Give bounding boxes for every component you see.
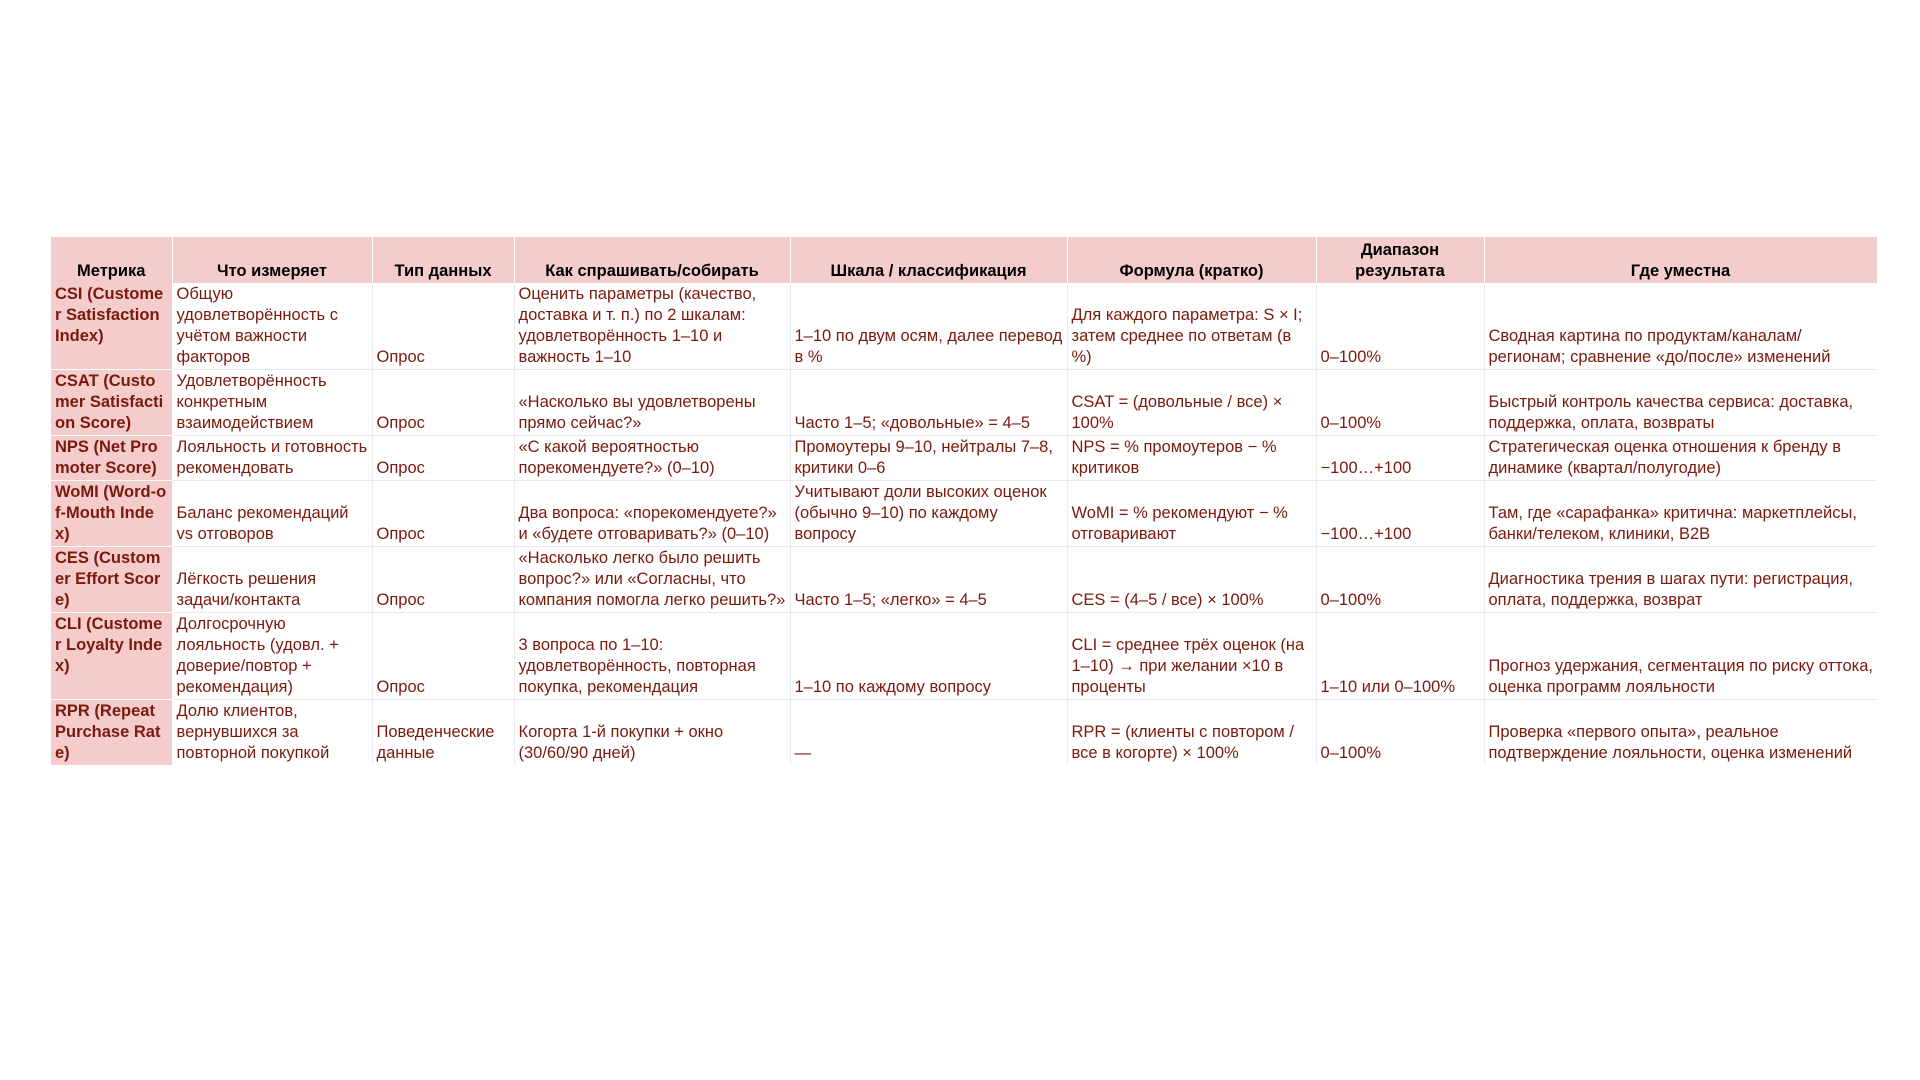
cell-result-range: 0–100%: [1316, 283, 1484, 370]
cell-formula: NPS = % промоутеров − % критиков: [1067, 436, 1316, 481]
cell-metric: CSI (Customer Satisfaction Index): [51, 283, 172, 370]
cell-data-type: Опрос: [372, 481, 514, 547]
cell-formula: CLI = среднее трёх оценок (на 1–10) → при желании ×10 в проценты: [1067, 613, 1316, 700]
cell-data-type: Опрос: [372, 547, 514, 613]
cell-scale: 1–10 по каждому вопросу: [790, 613, 1067, 700]
table-row: [51, 700, 1877, 766]
metrics-table-container: [51, 237, 1877, 765]
cell-metric: CSAT (Customer Satisfaction Score): [51, 370, 172, 436]
cell-result-range: 0–100%: [1316, 547, 1484, 613]
cell-result-range: −100…+100: [1316, 436, 1484, 481]
cell-formula: CES = (4–5 / все) × 100%: [1067, 547, 1316, 613]
table-row: [51, 547, 1877, 613]
header-what-measures: Что измеряет: [172, 237, 372, 283]
cell-how-to-collect: «С какой вероятностью порекомендуете?» (0–10): [514, 436, 790, 481]
table-row: [51, 370, 1877, 436]
cell-where-applicable: Там, где «сарафанка» критична: маркетплейсы, банки/телеком, клиники, B2B: [1484, 481, 1877, 547]
cell-data-type: Опрос: [372, 436, 514, 481]
cell-where-applicable: Быстрый контроль качества сервиса: доставка, поддержка, оплата, возвраты: [1484, 370, 1877, 436]
cell-data-type: Опрос: [372, 370, 514, 436]
cell-what-measures: Общую удовлетворённость с учётом важности факторов: [172, 283, 372, 370]
header-data-type: Тип данных: [372, 237, 514, 283]
cell-where-applicable: Проверка «первого опыта», реальное подтверждение лояльности, оценка изменений: [1488, 723, 1853, 762]
cell-how-to-collect: «Насколько вы удовлетворены прямо сейчас?»: [514, 370, 790, 436]
cell-metric: WoMI (Word-of-Mouth Index): [51, 481, 172, 547]
table-row: [51, 481, 1877, 547]
cell-data-type: Опрос: [372, 283, 514, 370]
cell-metric: RPR (Repeat Purchase Rate): [51, 700, 172, 766]
cell-scale: Часто 1–5; «легко» = 4–5: [790, 547, 1067, 613]
cell-scale: 1–10 по двум осям, далее перевод в %: [790, 283, 1067, 370]
cell-how-to-collect: Оценить параметры (качество, доставка и т. п.) по 2 шкалам: удовлетворённость 1–10 и важность 1–10: [514, 283, 790, 370]
header-how-to-collect: Как спрашивать/собирать: [514, 237, 790, 283]
header-metric: Метрика: [51, 237, 172, 283]
cell-scale: —: [790, 700, 1067, 766]
header-where-applicable: Где уместна: [1484, 237, 1877, 283]
cell-formula: Для каждого параметра: S × I; затем среднее по ответам (в %): [1067, 283, 1316, 370]
cell-formula: WoMI = % рекомендуют − % отговаривают: [1067, 481, 1316, 547]
cell-what-measures: Баланс рекомендаций vs отговоров: [172, 481, 372, 547]
cell-what-measures: Лояльность и готовность рекомендовать: [172, 436, 372, 481]
cell-how-to-collect: Когорта 1-й покупки + окно (30/60/90 дней): [514, 700, 790, 766]
cell-scale: Часто 1–5; «довольные» = 4–5: [790, 370, 1067, 436]
table-row: [51, 436, 1877, 481]
cell-scale: Учитывают доли высоких оценок (обычно 9–10) по каждому вопросу: [790, 481, 1067, 547]
cell-where-applicable: Диагностика трения в шагах пути: регистрация, оплата, поддержка, возврат: [1484, 547, 1877, 613]
cell-what-measures: Долгосрочную лояльность (удовл. + доверие/повтор + рекомендация): [172, 613, 372, 700]
cell-how-to-collect: 3 вопроса по 1–10: удовлетворённость, повторная покупка, рекомендация: [514, 613, 790, 700]
cell-how-to-collect: Два вопроса: «порекомендуете?» и «будете отговаривать?» (0–10): [514, 481, 790, 547]
cell-data-type: Опрос: [372, 613, 514, 700]
table-header-row: [51, 237, 1877, 283]
cell-what-measures: Удовлетворённость конкретным взаимодействием: [172, 370, 372, 436]
cell-result-range: 1–10 или 0–100%: [1316, 613, 1484, 700]
cell-where-applicable: Сводная картина по продуктам/каналам/регионам; сравнение «до/после» изменений: [1484, 283, 1877, 370]
cell-how-to-collect: «Насколько легко было решить вопрос?» или «Согласны, что компания помогла легко решить?»: [514, 547, 790, 613]
table-row: [51, 613, 1877, 700]
table-row: [51, 283, 1877, 370]
metrics-table: [51, 237, 1878, 765]
cell-where-applicable: Стратегическая оценка отношения к бренду в динамике (квартал/полугодие): [1484, 436, 1877, 481]
header-formula: Формула (кратко): [1067, 237, 1316, 283]
header-result-range: Диапазон результата: [1316, 237, 1484, 283]
cell-data-type: Поведенческие данные: [372, 700, 514, 766]
cell-metric: NPS (Net Promoter Score): [51, 436, 172, 481]
cell-result-range: 0–100%: [1316, 370, 1484, 436]
cell-metric: CLI (Customer Loyalty Index): [51, 613, 172, 700]
cell-where-applicable: Прогноз удержания, сегментация по риску оттока, оценка программ лояльности: [1484, 613, 1877, 700]
cell-formula: RPR = (клиенты с повтором / все в когорте) × 100%: [1067, 700, 1316, 766]
cell-formula: CSAT = (довольные / все) × 100%: [1067, 370, 1316, 436]
header-scale: Шкала / классификация: [790, 237, 1067, 283]
cell-what-measures: Лёгкость решения задачи/контакта: [172, 547, 372, 613]
cell-result-range: −100…+100: [1316, 481, 1484, 547]
cell-metric: CES (Customer Effort Score): [51, 547, 172, 613]
cell-what-measures: Долю клиентов, вернувшихся за повторной покупкой: [172, 700, 372, 766]
cell-scale: Промоутеры 9–10, нейтралы 7–8, критики 0–6: [790, 436, 1067, 481]
cell-result-range: 0–100%: [1316, 700, 1484, 766]
